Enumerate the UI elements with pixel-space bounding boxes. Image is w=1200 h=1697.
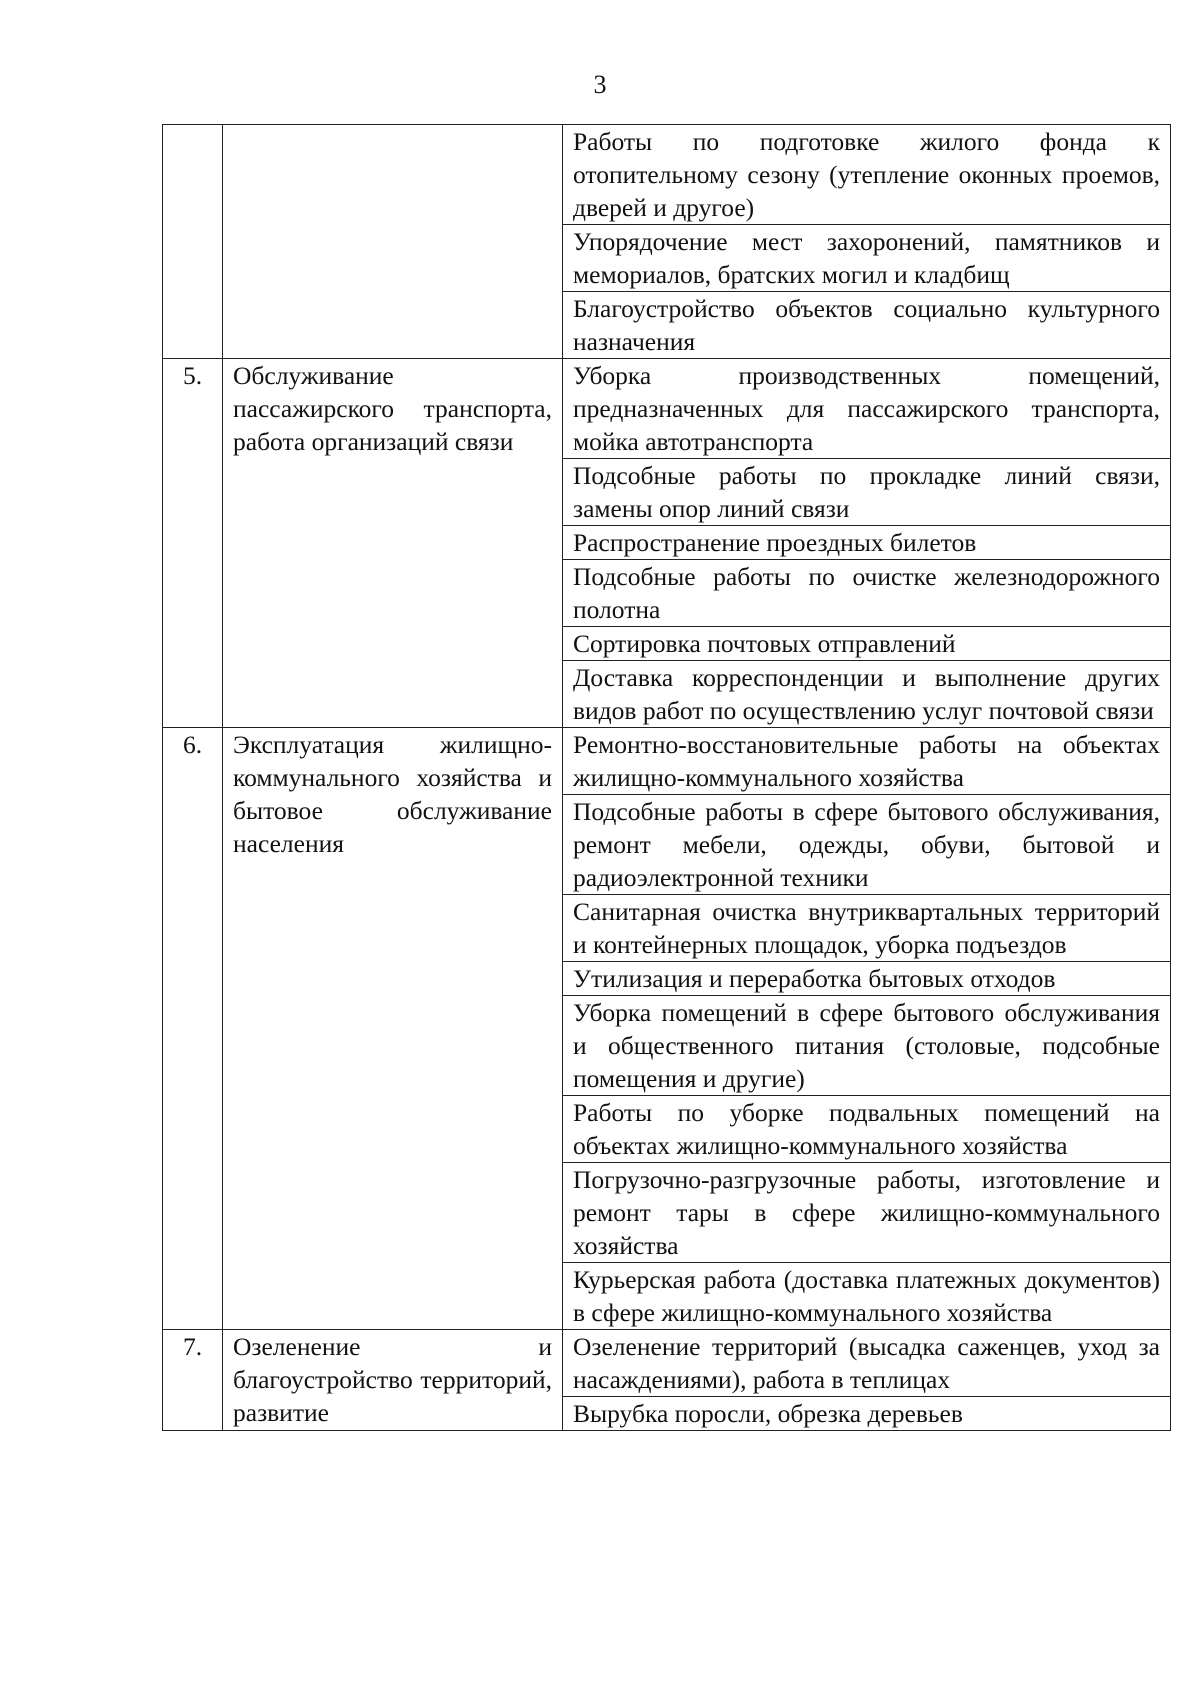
- activity-area-cell: [223, 125, 563, 359]
- work-type-cell: Вырубка поросли, обрезка деревьев: [563, 1397, 1171, 1431]
- row-number-cell: 6.: [163, 728, 223, 1330]
- activity-area-cell: [223, 359, 563, 728]
- table-row: [163, 359, 1171, 459]
- work-type-cell: Санитарная очистка внутриквартальных территорий и контейнерных площадок, уборка подъездов: [563, 895, 1171, 962]
- work-type-cell: Подсобные работы в сфере бытового обслуживания, ремонт мебели, одежды, обуви, бытовой и радиоэлектронной техники: [563, 795, 1171, 895]
- work-type-cell: Уборка производственных помещений, предназначенных для пассажирского транспорта, мойка автотранспорта: [563, 359, 1171, 459]
- work-type-cell: Работы по уборке подвальных помещений на объектах жилищно-коммунального хозяйства: [563, 1096, 1171, 1163]
- table-row: [163, 125, 1171, 225]
- work-type-cell: Уборка помещений в сфере бытового обслуживания и общественного питания (столовые, подсобные помещения и другие): [563, 996, 1171, 1096]
- work-type-cell: Утилизация и переработка бытовых отходов: [563, 962, 1171, 996]
- work-type-cell: Работы по подготовке жилого фонда к отопительному сезону (утепление оконных проемов, дверей и другое): [563, 125, 1171, 225]
- works-table: [162, 124, 1171, 1431]
- row-number-cell: 5.: [163, 359, 223, 728]
- activity-area-text: Обслуживание пассажирского транспорта, работа организаций связи: [233, 361, 552, 456]
- work-type-cell: Курьерская работа (доставка платежных документов) в сфере жилищно-коммунального хозяйства: [563, 1263, 1171, 1330]
- work-type-cell: Распространение проездных билетов: [563, 526, 1171, 560]
- row-number-cell: 7.: [163, 1330, 223, 1431]
- table-row: [163, 728, 1171, 795]
- work-type-cell: Подсобные работы по очистке железнодорожного полотна: [563, 560, 1171, 627]
- work-type-cell: Сортировка почтовых отправлений: [563, 627, 1171, 661]
- work-type-cell: Подсобные работы по прокладке линий связи, замены опор линий связи: [563, 459, 1171, 526]
- work-type-cell: Упорядочение мест захоронений, памятников и мемориалов, братских могил и кладбищ: [563, 225, 1171, 292]
- activity-area-text: Озеленение и благоустройство территорий, развитие: [233, 1332, 552, 1427]
- work-type-cell: Доставка корреспонденции и выполнение других видов работ по осуществлению услуг почтовой связи: [563, 661, 1171, 728]
- table-row: [163, 1330, 1171, 1397]
- activity-area-cell: [223, 1330, 563, 1431]
- work-type-cell: Ремонтно-восстановительные работы на объектах жилищно-коммунального хозяйства: [563, 728, 1171, 795]
- work-type-cell: Погрузочно-разгрузочные работы, изготовление и ремонт тары в сфере жилищно-коммунального хозяйства: [563, 1163, 1171, 1263]
- page-number: 3: [593, 70, 607, 99]
- work-type-cell: Благоустройство объектов социально культурного назначения: [563, 292, 1171, 359]
- activity-area-cell: [223, 728, 563, 1330]
- row-number-cell: [163, 125, 223, 359]
- activity-area-text: Эксплуатация жилищно-коммунального хозяйства и бытовое обслуживание населения: [233, 730, 552, 858]
- work-type-cell: Озеленение территорий (высадка саженцев, уход за насаждениями), работа в теплицах: [563, 1330, 1171, 1397]
